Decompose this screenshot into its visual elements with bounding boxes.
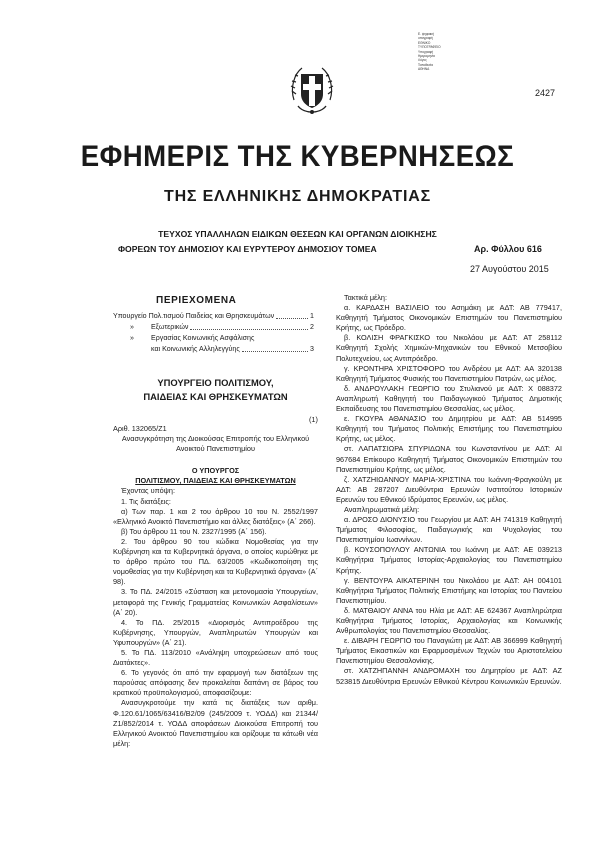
decision-index: (1) [309, 415, 318, 424]
right-column [336, 293, 562, 687]
member-entry: δ. ΜΑΤΘΑΙΟΥ ΑΝΝΑ του Ηλία με ΑΔΤ: ΑΕ 624367 Αναπληρώτρια Καθηγήτρια Τμήματος Ιστορίας, Αρχαιολογίας και Κοινωνικής Ανθρωπολογίας του Πανεπιστημίου Θεσσαλίας. [336, 605, 562, 636]
toc-label: Υπουργείο Πολ.τισμού Παιδείας και Θρησκευμάτων [113, 312, 275, 320]
member-entry: α. ΔΡΟΣΟ ΔΙΟΝΥΣΙΟ του Γεωργίου με ΑΔΤ: ΑΗ 741319 Καθηγητή Τμήματος Φιλοσοφίας, Παιδαγωγικής και Ψυχολογίας του Πανεπιστημίου Ιωαννίνων. [336, 515, 562, 545]
toc-label: και Κοινωνικής Αλληλεγγύης [151, 345, 240, 353]
section-label: Τακτικά μέλη: [344, 293, 388, 302]
toc-page-ref: 1 [310, 312, 314, 320]
table-of-contents [113, 311, 314, 355]
toc-row [113, 344, 314, 355]
stamp-line: ΤΥΠΟΓΡΑΦΕΙΟ [418, 45, 441, 50]
member-entry: ε. ΓΚΟΥΡΑ ΑΘΑΝΑΣΙΟ του Δημητρίου με ΑΔΤ: ΑΒ 514995 Καθηγητή του Τμήματος Πολιτικής Επιστήμης του Πανεπιστημίου Κρήτης, ως μέλος. [336, 414, 562, 444]
paragraph: 1. Τις διατάξεις: [121, 496, 171, 506]
stamp-line: Τοποθεσία [418, 62, 433, 67]
toc-row [113, 333, 314, 344]
page-number: 2427 [535, 88, 556, 98]
stamp-line: Ημερομηνία [418, 54, 435, 59]
paragraph: Έχοντας υπόψη: [121, 486, 175, 496]
paragraph: β) Του άρθρου 11 του Ν. 2327/1995 (Α΄ 156). [121, 526, 267, 536]
decision-title: Ανασυγκρότηση της Διοικούσας Επιτροπής του Ελληνικού Ανοικτού Πανεπιστημίου [121, 434, 310, 454]
toc-dots [242, 351, 308, 352]
member-entry: στ. ΧΑΤΖΗΠΑΝΝΗ ΑΝΔΡΟΜΑΧΗ του Δημητρίου με ΑΔΤ: ΑΖ 523815 Διευθύντρια Ερευνών Εθνικού Κέντρου Κοινωνικών Ερευνών. [336, 666, 562, 686]
member-entry: στ. ΛΑΠΑΤΣΙΩΡΑ ΣΠΥΡΙΔΩΝΑ του Κωνσταντίνου με ΑΔΤ: ΑΙ 967684 Επίκουρο Καθηγητή Τμήματος Οικονομικών Επιστημών του Πανεπιστημίου Κρήτης, ως μέλος. [336, 444, 562, 474]
member-entry: β. ΚΟΛΙΣΗ ΦΡΑΓΚΙΣΚΟ του Νικολάου με ΑΔΤ: ΑΤ 258112 Καθηγητή Σχολής Χημικών-Μηχανικών του Εθνικού Μετσοβίου Πολυτεχνείου, ως Αντιπρόεδρο. [336, 333, 562, 363]
stamp-line: Λόγος [418, 58, 427, 63]
toc-dots [190, 329, 308, 330]
issue-type-line2: ΦΟΡΕΩΝ ΤΟΥ ΔΗΜΟΣΙΟΥ ΚΑΙ ΕΥΡΥΤΕΡΟΥ ΔΗΜΟΣΙΟΥ ΤΟΜΕΑ [118, 244, 377, 254]
sheet-number: Αρ. Φύλλου 616 [474, 244, 542, 254]
toc-row [113, 311, 314, 322]
toc-ditto-mark: » [130, 334, 134, 342]
paragraph: 4. Το ΠΔ. 25/2015 «Διορισμός Αντιπροέδρου της Κυβέρνησης, Υπουργών, Αναπληρωτών Υπουργών και Υφυπουργών» (Α΄ 21). [113, 617, 318, 647]
greek-coat-of-arms-icon [288, 60, 336, 129]
section-label: Αναπληρωματικά μέλη: [344, 504, 420, 514]
member-entry: α. ΚΑΡΔΑΣΗ ΒΑΣΙΛΕΙΟ του Ασημάκη με ΑΔΤ: ΑΒ 779417, Καθηγητή Τμήματος Οικονομικών Επιστημών του Πανεπιστημίου Κρήτης, ως Πρόεδρο. [336, 303, 562, 333]
ministry-heading [113, 376, 318, 403]
issue-type-line1: ΤΕΥΧΟΣ ΥΠΑΛΛΗΛΩΝ ΕΙΔΙΚΩΝ ΘΕΣΕΩΝ ΚΑΙ ΟΡΓΑΝΩΝ ΔΙΟΙΚΗΣΗΣ [158, 229, 437, 239]
minister-heading-2: ΠΟΛΙΤΙΣΜΟΥ, ΠΑΙΔΕΙΑΣ ΚΑΙ ΘΡΗΣΚΕΥΜΑΤΩΝ [135, 476, 296, 486]
minister-heading-1: Ο ΥΠΟΥΡΓΟΣ [191, 466, 240, 476]
member-entry: β. ΚΟΥΣΟΠΟΥΛΟΥ ΑΝΤΩΝΙΑ του Ιωάννη με ΑΔΤ: ΑΕ 039213 Καθηγήτρια Τμήματος Ιστορίας-Αρχαιολογίας του Πανεπιστημίου Κρήτης. [336, 545, 562, 575]
stamp-line: ΑΘΗΝΑ [418, 67, 430, 72]
toc-row [113, 322, 314, 333]
toc-label: Εργασίας Κοινωνικής Ασφάλισης [151, 334, 255, 342]
member-entry: γ. ΚΡΟΝΤΗΡΑ ΧΡΙΣΤΟΦΟΡΟ του Ανδρέου με ΑΔΤ: ΑΑ 320138 Καθηγητή Τμήματος Φυσικής του Πανεπιστημίου Πατρών, ως μέλος. [336, 363, 562, 383]
decision-number: Αριθ. 132065/Ζ1 [113, 424, 167, 433]
toc-label: Εξωτερικών [151, 323, 189, 331]
stamp-line: ΕΘΝΙΚΟ [418, 40, 431, 45]
ministry-line2: ΠΑΙΔΕΙΑΣ ΚΑΙ ΘΡΗΣΚΕΥΜΑΤΩΝ [143, 390, 288, 402]
toc-ditto-mark: » [130, 323, 134, 331]
member-entry: γ. ΒΕΝΤΟΥΡΑ ΑΙΚΑΤΕΡΙΝΗ του Νικολάου με ΑΔΤ: ΑΗ 004101 Καθηγήτρια Τμήματος Πολιτικής Επιστήμης και Ιστορίας του Παντείου Πανεπιστημίου. [336, 575, 562, 605]
toc-title: ΠΕΡΙΕΧΟΜΕΝΑ [156, 295, 237, 306]
toc-page-ref: 2 [310, 323, 314, 331]
stamp-line: υπογραφή [418, 36, 433, 41]
stamp-line: Υπογραφή [418, 49, 434, 54]
paragraph: 6. Το γεγονός ότι από την εφαρμογή των διατάξεων της παρούσας απόφασης δεν προκαλείται δαπάνη σε βάρος του κρατικού προϋπολογισμού, αποφασίζουμε: [113, 668, 318, 698]
stamp-line: Ε. ψηφιακή [418, 32, 434, 36]
left-column [113, 424, 318, 749]
ministry-line1: ΥΠΟΥΡΓΕΙΟ ΠΟΛΙΤΙΣΜΟΥ, [157, 377, 274, 388]
gazette-title: ΕΦΗΜΕΡΙΣ ΤΗΣ ΚΥΒΕΡΝΗΣΕΩΣ [80, 140, 515, 173]
paragraph: Ανασυγκροτούμε την κατά τις διατάξεις των αριθμ. Φ.120.61/1065/63416/Β2/09 (245/2009 τ. ΥΟΔΔ) και 21344/Ζ1/852/2014 τ. ΥΟΔΔ αποφάσεων Διοικούσα Επιτροπή του Ελληνικού Ανοικτού Πανεπιστημίου και ορίζουμε τα κάτωθι νέα μέλη: [113, 698, 318, 748]
member-entry: ε. ΔΙΒΑΡΗ ΓΕΩΡΓΙΟ του Παναγιώτη με ΑΔΤ: ΑΒ 366999 Καθηγητή Τμήματος Εικαστικών και Εφαρμοσμένων Τεχνών του Αριστοτελείου Πανεπιστημίου Θεσσαλονίκης. [336, 636, 562, 666]
paragraph: α) Των παρ. 1 και 2 του άρθρου 10 του Ν. 2552/1997 «Ελληνικό Ανοικτό Πανεπιστήμιο και άλλες διατάξεις» (Α΄ 266). [113, 506, 318, 526]
paragraph: 5. Το ΠΔ. 113/2010 «Ανάληψη υποχρεώσεων από τους Διατάκτες». [113, 647, 318, 668]
gazette-subtitle: ΤΗΣ ΕΛΛΗΝΙΚΗΣ ΔΗΜΟΚΡΑΤΙΑΣ [164, 188, 431, 205]
paragraph: 3. Το ΠΔ. 24/2015 «Σύσταση και μετονομασία Υπουργείων, μεταφορά της Γενικής Γραμματείας Κοινωνικών Ασφαλίσεων» (Α΄ 20). [113, 587, 318, 617]
issue-date: 27 Αυγούστου 2015 [470, 264, 549, 274]
paragraph: 2. Του άρθρου 90 του κώδικα Νομοθεσίας για την Κυβέρνηση και τα Κυβερνητικά όργανα, ο οποίος κυρώθηκε με το άρθρο πρώτο του ΠΔ. 63/2005 «Κωδικοποίηση της νομοθεσίας για την Κυβέρνηση και τα Κυβερνητικά όργανα» (Α΄ 98). [113, 536, 318, 587]
digital-signature-stamp [418, 32, 462, 72]
member-entry: δ. ΑΝΔΡΟΥΛΑΚΗ ΓΕΩΡΓΙΟ του Στυλιανού με ΑΔΤ: Χ 088372 Αναπληρωτή Καθηγητή του Παιδαγωγικού Τμήματος Δημοτικής Εκπαίδευσης του Πανεπιστημίου Θεσσαλίας, ως μέλος. [336, 383, 562, 414]
toc-dots [276, 318, 308, 319]
toc-page-ref: 3 [310, 345, 314, 353]
member-entry: ζ. ΧΑΤΖΗΙΩΑΝΝΟΥ ΜΑΡΙΑ-ΧΡΙΣΤΙΝΑ του Ιωάννη-Φραγκούλη με ΑΔΤ: ΑΒ 287207 Διευθύντρια Ερευνών Ινστιτούτου Ιστορικών Ερευνών του Εθνικού Ιδρύματος Ερευνών, ως μέλος. [336, 474, 562, 504]
